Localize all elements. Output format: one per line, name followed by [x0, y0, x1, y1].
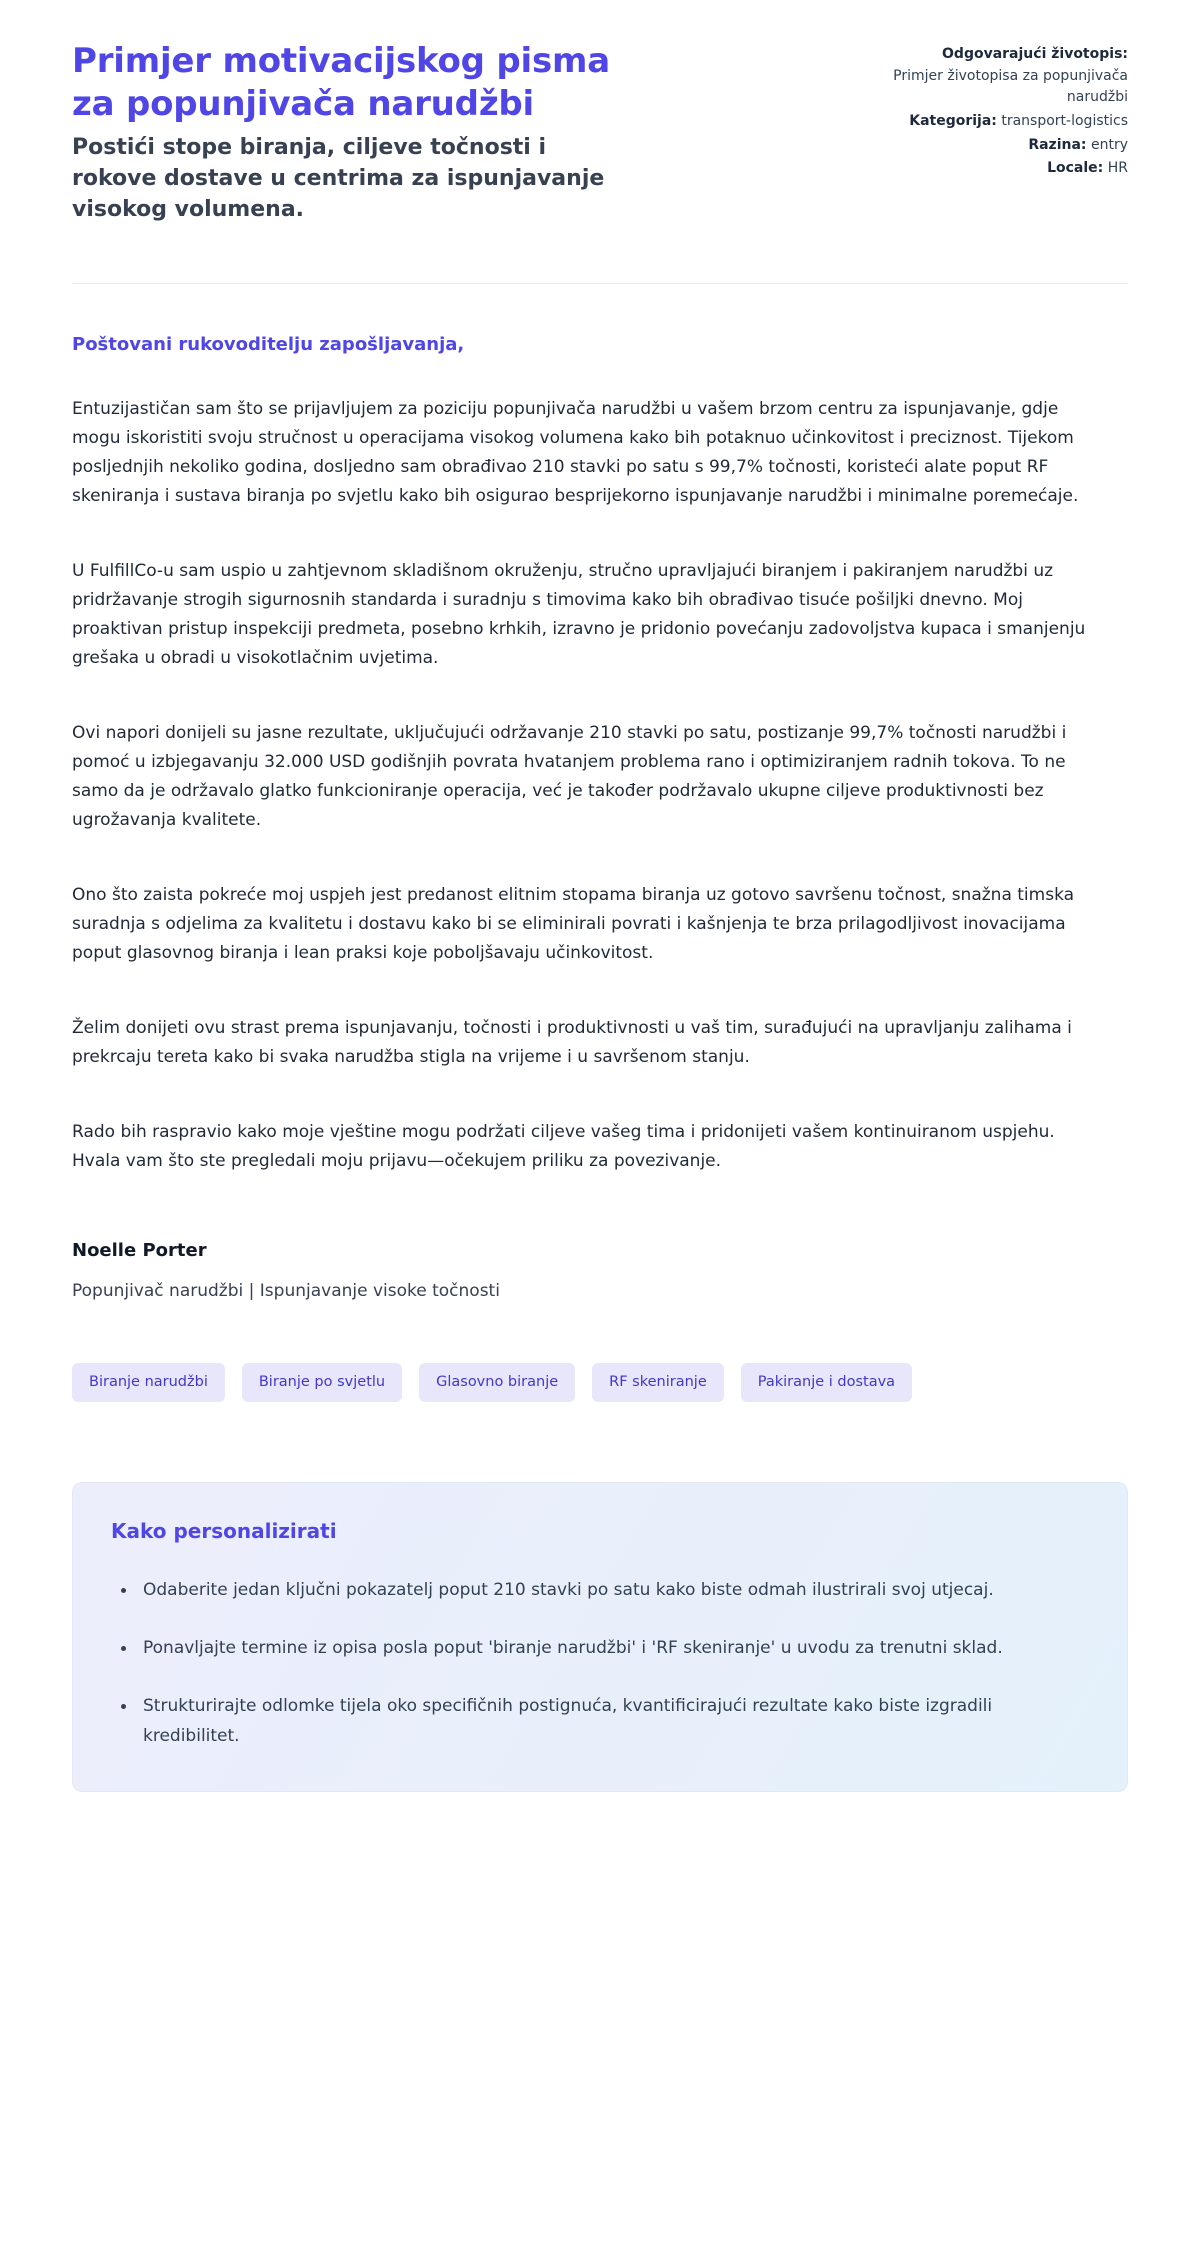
- meta-locale-label: Locale:: [1047, 160, 1104, 177]
- personalization-tips-box: [72, 1482, 1128, 1792]
- meta-level: [848, 135, 1128, 157]
- tag-chip-packing-shipping[interactable]: Pakiranje i dostava: [741, 1363, 912, 1402]
- tag-chip-order-picking[interactable]: Biranje narudžbi: [72, 1363, 225, 1402]
- meta-locale: [848, 158, 1128, 180]
- letter-paragraph: Ovi napori donijeli su jasne rezultate, uključujući održavanje 210 stavki po satu, postizanje 99,7% točnosti narudžbi i pomoć u izbjegavanju 32.000 USD godišnjih povrata hvatanjem problema rano i optimiziranjem radnih tokova. To ne samo da je održavalo glatko funkcioniranje operacija, već je također podržavalo ukupne ciljeve produktivnosti bez ugrožavanja kvalitete.: [72, 723, 1067, 831]
- letter-paragraph: Želim donijeti ovu strast prema ispunjavanju, točnosti i produktivnosti u vaš tim, surađujući na upravljanju zalihama i prekrcaju tereta kako bi svaka narudžba stigla na vrijeme i u savršenom stanju.: [72, 1018, 1072, 1068]
- meta-category-label: Kategorija:: [909, 113, 997, 130]
- signature-block: [72, 1240, 1128, 1301]
- meta-level-value: entry: [1090, 136, 1128, 153]
- letter-greeting: Poštovani rukovoditelju zapošljavanja,: [72, 334, 465, 356]
- meta-matching-resume-value: Primjer životopisa za popunjivača narudžbi: [893, 67, 1128, 106]
- header-title-block: [72, 40, 652, 225]
- tips-title: Kako personalizirati: [111, 1518, 337, 1543]
- meta-category-value: transport-logistics: [1001, 113, 1128, 130]
- page-subtitle: Postići stope biranja, ciljeve točnosti i rokove dostave u centrima za ispunjavanje visokog volumena.: [72, 135, 605, 222]
- skill-tags-row: [72, 1363, 1128, 1402]
- meta-level-label: Razina:: [1028, 136, 1087, 153]
- meta-panel: [848, 40, 1128, 182]
- meta-locale-value: HR: [1107, 160, 1128, 177]
- tips-list: [111, 1575, 1089, 1751]
- meta-category: [848, 111, 1128, 133]
- tag-chip-rf-scanning[interactable]: RF skeniranje: [592, 1363, 724, 1402]
- tag-chip-pick-to-light[interactable]: Biranje po svjetlu: [242, 1363, 402, 1402]
- letter-paragraph: U FulfillCo-u sam uspio u zahtjevnom skladišnom okruženju, stručno upravljajući biranjem i pakiranjem narudžbi uz pridržavanje strogih sigurnosnih standarda i suradnju s timovima kako bih obrađivao tisuće pošiljki dnevno. Moj proaktivan pristup inspekciji predmeta, posebno krhkih, izravno je pridonio povećanju zadovoljstva kupaca i smanjenju grešaka u obradi u visokotlačnim uvjetima.: [72, 561, 1086, 669]
- tip-item: • Ponavljajte termine iz opisa posla poput 'biranje narudžbi' i 'RF skeniranje' u uvodu za trenutni sklad.: [137, 1633, 1089, 1663]
- signature-name: Noelle Porter: [72, 1240, 207, 1262]
- page-title: Primjer motivacijskog pisma za popunjivača narudžbi: [72, 41, 611, 124]
- letter-paragraph: Ono što zaista pokreće moj uspjeh jest predanost elitnim stopama biranja uz gotovo savršenu točnost, snažna timska suradnja s odjelima za kvalitetu i dostavu kako bi se eliminirali povrati i kašnjenja te brza prilagodljivost inovacijama poput glasovnog biranja i lean praksi koje poboljšavaju učinkovitost.: [72, 885, 1075, 964]
- tip-item: • Odaberite jedan ključni pokazatelj poput 210 stavki po satu kako biste odmah ilustrirali svoj utjecaj.: [137, 1575, 1089, 1605]
- header-divider: [72, 283, 1128, 284]
- meta-matching-resume: [848, 44, 1128, 109]
- letter-body: [72, 395, 1128, 1176]
- meta-matching-resume-label: Odgovarajući životopis:: [942, 46, 1128, 62]
- cover-letter-page: [72, 0, 1128, 1848]
- tip-item: • Strukturirajte odlomke tijela oko specifičnih postignuća, kvantificirajući rezultate kako biste izgradili kredibilitet.: [137, 1691, 1089, 1751]
- tag-chip-voice-picking[interactable]: Glasovno biranje: [419, 1363, 575, 1402]
- letter-paragraph: Rado bih raspravio kako moje vještine mogu podržati ciljeve vašeg tima i pridonijeti vašem kontinuiranom uspjehu. Hvala vam što ste pregledali moju prijavu—očekujem priliku za povezivanje.: [72, 1122, 1055, 1172]
- signature-role: Popunjivač narudžbi | Ispunjavanje visoke točnosti: [72, 1281, 500, 1302]
- letter-paragraph: Entuzijastičan sam što se prijavljujem za poziciju popunjivača narudžbi u vašem brzom centru za ispunjavanje, gdje mogu iskoristiti svoju stručnost u operacijama visokog volumena kako bih potaknuo učinkovitost i preciznost. Tijekom posljednjih nekoliko godina, dosljedno sam obrađivao 210 stavki po satu s 99,7% točnosti, koristeći alate poput RF skeniranja i sustava biranja po svjetlu kako bih osigurao besprijekorno ispunjavanje narudžbi i minimalne poremećaje.: [72, 399, 1079, 507]
- page-header: [72, 40, 1128, 225]
